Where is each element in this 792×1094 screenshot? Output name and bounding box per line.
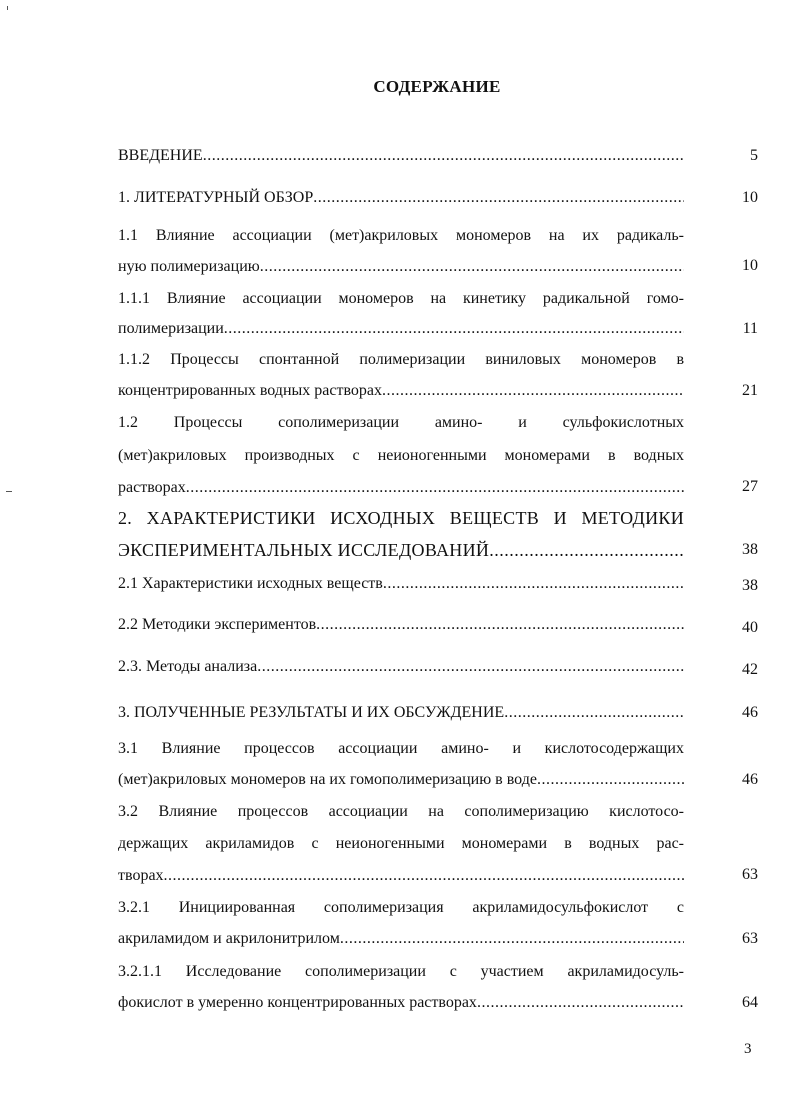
toc-page-number: 40 [742, 619, 758, 636]
toc-entry-3-1-line-2: (мет)акриловых мономеров на их гомополимеризацию в воде ..... [118, 770, 684, 790]
toc-entry-2-1: 2.1 Характеристики исходных веществ ..... [118, 574, 684, 594]
toc-page-number: 63 [742, 866, 758, 883]
scan-mark-left [6, 491, 12, 492]
toc-page-number: 46 [742, 704, 758, 721]
toc-entry-3-2-line-1: 3.2 Влияние процессов ассоциации на сополимеризацию кислотосо- [118, 803, 684, 820]
toc-entry-introduction [118, 146, 684, 166]
toc-page-number: 42 [742, 661, 758, 678]
toc-entry-title: ВВЕДЕНИЕ [118, 147, 203, 164]
toc-page-number: 64 [742, 994, 758, 1011]
toc-entry-1-1-2-line-2: концентрированных водных растворах ..... [118, 381, 684, 401]
toc-page-number: 27 [742, 478, 758, 495]
toc-entry-title: 1. ЛИТЕРАТУРНЫЙ ОБЗОР [118, 189, 314, 206]
toc-page-number: 21 [742, 382, 758, 399]
toc-page-number: 10 [742, 189, 758, 206]
toc-entry-1-2-line-1: 1.2 Процессы сополимеризации амино- и сульфокислотных [118, 414, 684, 431]
toc-entry-1-1-line-2: ную полимеризацию ..... [118, 257, 684, 277]
toc-page-number: 11 [742, 320, 758, 337]
toc-entry-1-2-line-3: растворах ..... [118, 478, 684, 498]
toc-page-number: 46 [742, 771, 758, 788]
toc-entry-literature-review [118, 188, 684, 208]
toc-entry-3-2-1-line-2: акриламидом и акрилонитрилом ..... [118, 929, 684, 949]
toc-entry-1-1-1-line-2: полимеризации ..... [118, 319, 684, 339]
toc-entry-1-2-line-2: (мет)акриловых производных с неионогенными мономерами в водных [118, 447, 684, 464]
toc-entry-chapter-2-line-1: 2. ХАРАКТЕРИСТИКИ ИСХОДНЫХ ВЕЩЕСТВ И МЕТОДИКИ [118, 508, 684, 528]
toc-page-number: 5 [750, 147, 758, 164]
toc-entry-1-1-2-line-1: 1.1.2 Процессы спонтанной полимеризации виниловых мономеров в [118, 351, 684, 368]
page-title: СОДЕРЖАНИЕ [373, 77, 501, 96]
toc-page-number: 38 [742, 541, 758, 558]
toc-entry-3-1-line-1: 3.1 Влияние процессов ассоциации амино- и кислотосодержащих [118, 740, 684, 757]
toc-entry-3-2-line-2: держащих акриламидов с неионогенными мономерами в водных рас- [118, 835, 684, 852]
toc-page-number: 63 [742, 930, 758, 947]
toc-entry-3-2-1-1-line-1: 3.2.1.1 Исследование сополимеризации с участием акриламидосуль- [118, 963, 684, 980]
toc-page-number: 10 [742, 257, 758, 274]
toc-entry-3-2-line-3: творах ..... [118, 866, 684, 886]
toc-entry-chapter-3: 3. ПОЛУЧЕННЫЕ РЕЗУЛЬТАТЫ И ИХ ОБСУЖДЕНИЕ ..... [118, 703, 684, 723]
toc-entry-3-2-1-1-line-2: фокислот в умеренно концентрированных растворах ..... [118, 993, 684, 1013]
toc-entry-2-2: 2.2 Методики экспериментов ..... [118, 615, 684, 635]
toc-entry-3-2-1-line-1: 3.2.1 Инициированная сополимеризация акриламидосульфокислот с [118, 899, 684, 916]
scan-mark-top [7, 6, 8, 10]
footer-page-number: 3 [744, 1041, 752, 1057]
toc-page-number: 38 [742, 577, 758, 594]
toc-entry-1-1-1-line-1: 1.1.1 Влияние ассоциации мономеров на кинетику радикальной гомо- [118, 290, 684, 307]
toc-entry-2-3: 2.3. Методы анализа ..... [118, 657, 684, 677]
toc-entry-chapter-2-line-2: ЭКСПЕРИМЕНТАЛЬНЫХ ИССЛЕДОВАНИЙ ..... [118, 540, 684, 560]
toc-entry-1-1-line-1: 1.1 Влияние ассоциации (мет)акриловых мономеров на их радикаль- [118, 227, 684, 244]
